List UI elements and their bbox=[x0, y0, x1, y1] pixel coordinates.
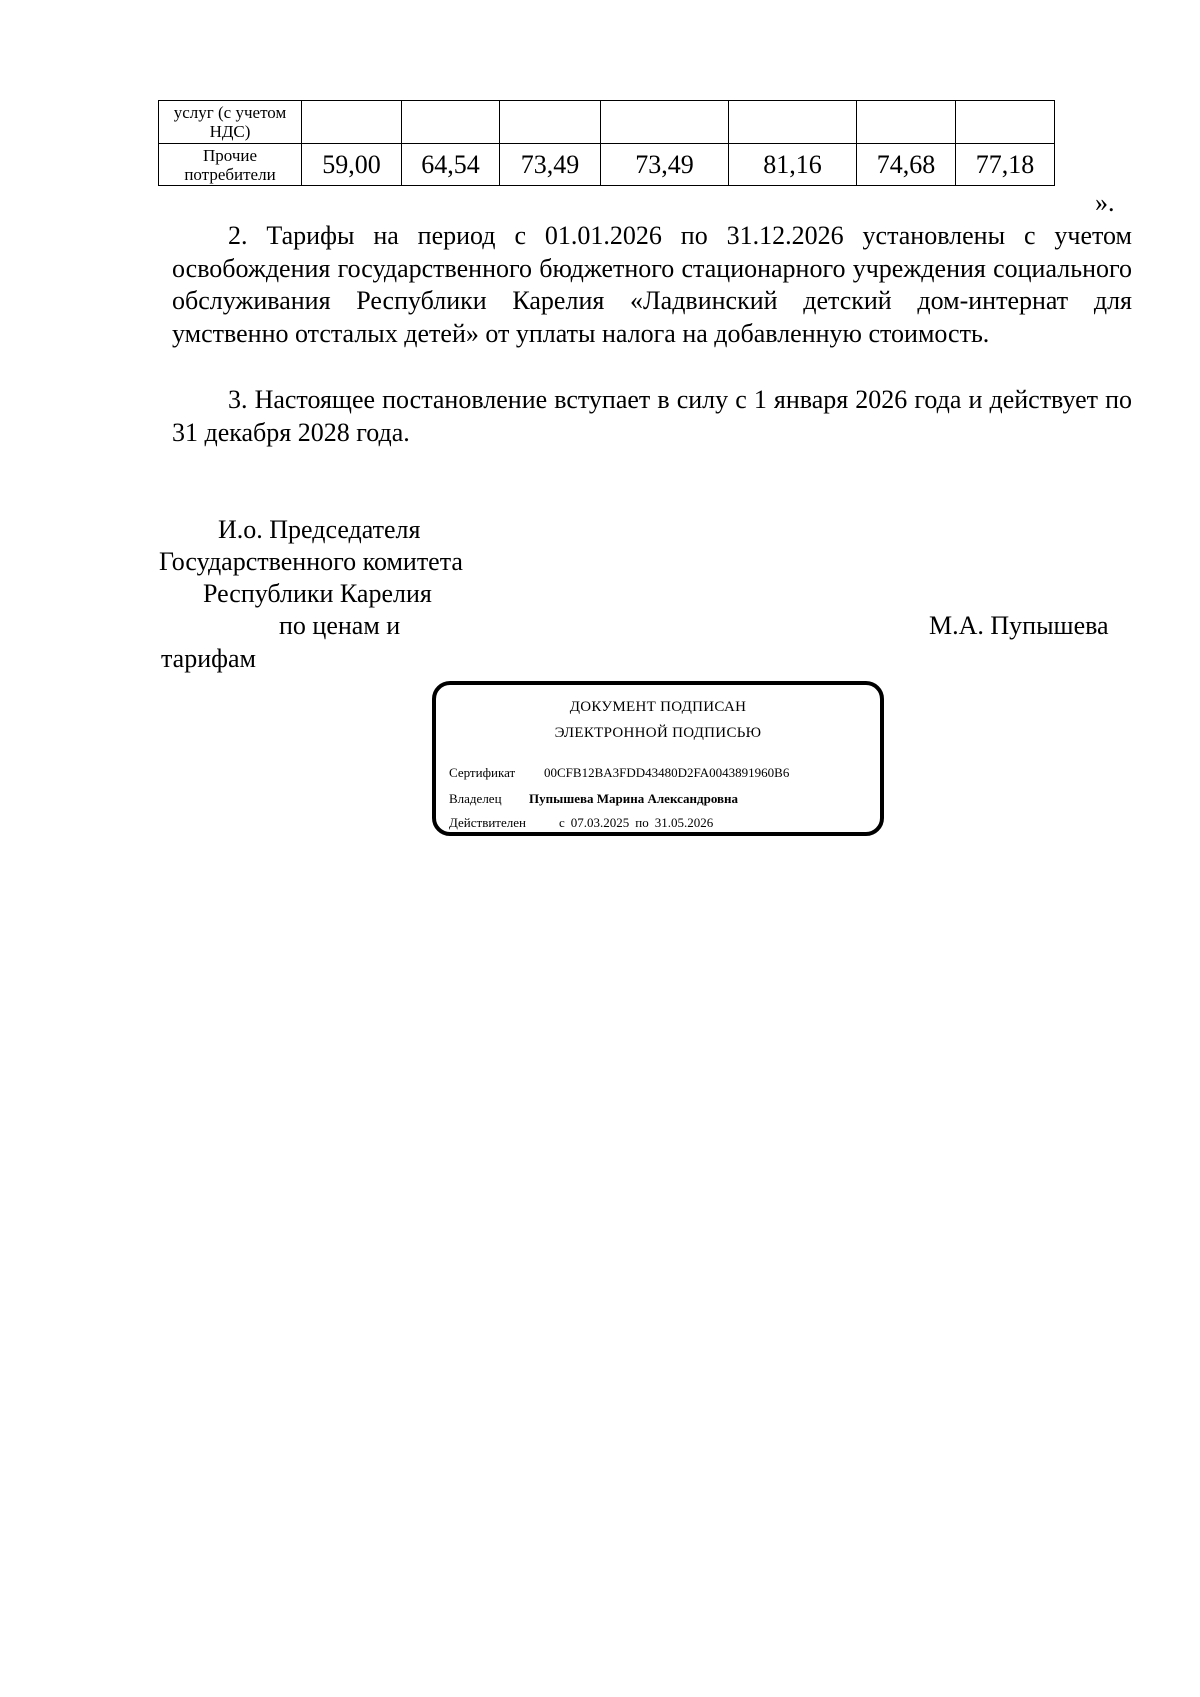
table-cell bbox=[956, 101, 1055, 144]
paragraph-2-block bbox=[172, 220, 1132, 350]
table-cell: 73,49 bbox=[500, 144, 601, 186]
paragraph-3-block bbox=[172, 384, 1132, 449]
table-cell bbox=[601, 101, 729, 144]
stamp-certificate-row bbox=[449, 765, 789, 781]
certificate-label: Сертификат bbox=[449, 765, 516, 780]
table-cell bbox=[302, 101, 402, 144]
table-row bbox=[159, 144, 1055, 186]
row-label: Прочие потребители bbox=[159, 144, 302, 186]
table-cell: 73,49 bbox=[601, 144, 729, 186]
signer-title-line-2: Государственного комитета bbox=[159, 547, 463, 576]
table-cell bbox=[500, 101, 601, 144]
electronic-signature-stamp bbox=[432, 681, 884, 836]
closing-quote: ». bbox=[1095, 188, 1115, 217]
valid-from-prefix: с bbox=[559, 815, 565, 830]
signer-title-line-3: Республики Карелия bbox=[203, 579, 432, 608]
table-cell: 64,54 bbox=[402, 144, 500, 186]
table-cell bbox=[402, 101, 500, 144]
table-row bbox=[159, 101, 1055, 144]
signer-name: М.А. Пупышева bbox=[929, 611, 1109, 640]
valid-to-prefix: по bbox=[635, 815, 649, 830]
stamp-title-line-1: ДОКУМЕНТ ПОДПИСАН bbox=[569, 699, 747, 715]
table-cell: 81,16 bbox=[729, 144, 857, 186]
tariff-table bbox=[158, 100, 1055, 186]
table-cell: 74,68 bbox=[857, 144, 956, 186]
valid-from-date: 07.03.2025 bbox=[570, 815, 630, 830]
certificate-value: 00CFB12BA3FDD43480D2FA0043891960B6 bbox=[544, 765, 790, 780]
table-cell: 77,18 bbox=[956, 144, 1055, 186]
signer-title-line-5: тарифам bbox=[161, 644, 256, 673]
table-cell bbox=[729, 101, 857, 144]
valid-to-date: 31.05.2026 bbox=[654, 815, 714, 830]
row-label: услуг (с учетом НДС) bbox=[159, 101, 302, 144]
paragraph-3: 3. Настоящее постановление вступает в силу с 1 января 2026 года и действует по 31 декабря 2028 года. bbox=[172, 385, 1132, 447]
valid-label: Действителен bbox=[449, 815, 526, 830]
table-cell bbox=[857, 101, 956, 144]
stamp-title-line-2: ЭЛЕКТРОННОЙ ПОДПИСЬЮ bbox=[554, 725, 762, 741]
stamp-validity-row bbox=[449, 815, 713, 831]
table-cell: 59,00 bbox=[302, 144, 402, 186]
stamp-owner-row bbox=[449, 791, 738, 807]
owner-value: Пупышева Марина Александровна bbox=[529, 791, 739, 806]
signer-title-line-4: по ценам и bbox=[279, 611, 401, 640]
owner-label: Владелец bbox=[449, 791, 502, 806]
paragraph-2: 2. Тарифы на период с 01.01.2026 по 31.12.2026 установлены с учетом освобождения государственного бюджетного стационарного учреждения социального обслуживания Республики Карелия «Ладвинский детский дом-интернат для умственно отсталых детей» от уплаты налога на добавленную стоимость. bbox=[172, 221, 1132, 348]
signer-title-line-1: И.о. Председателя bbox=[218, 515, 421, 544]
